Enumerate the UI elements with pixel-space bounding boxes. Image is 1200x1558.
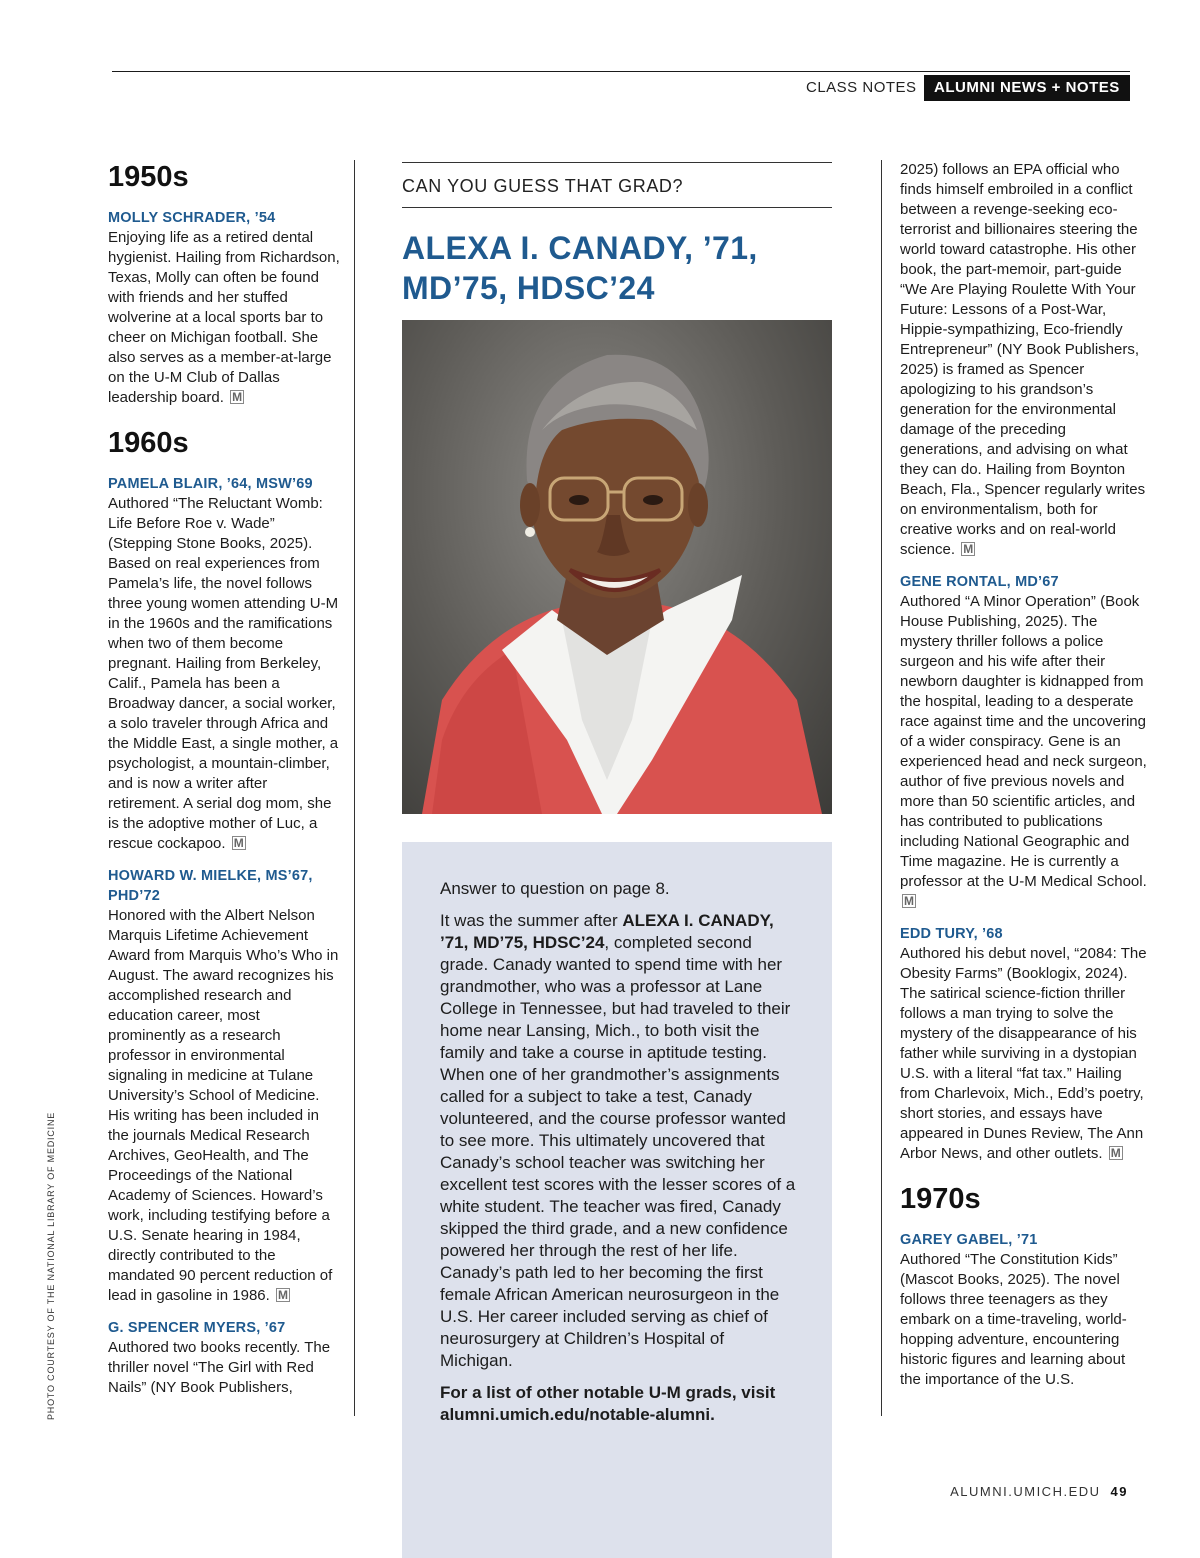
entry-text: Enjoying life as a retired dental hygienist. Hailing from Richardson, Texas, Molly can often be found with friends and her stuffed wolverine at a local sports bar to cheer on Michigan football. She also serves as a member-at-large on the U-M Club of Dallas leadership board. [108, 229, 340, 406]
entry-text: 2025) follows an EPA official who finds himself embroiled in a conflict between a revenge-seeking eco-terrorist and billionaires steering the world toward catastrophe. His other book, the part-memoir, part-guide “We Are Playing Roulette With Your Future: Lessons of a Post-War, Hippie-sympathizing, Eco-friendly Entrepreneur” (NY Book Publishers, 2025) is framed as Spencer apologizing to his grandson’s generation for the environmental damage of the preceding generations, and advising on what they can do. Hailing from Boynton Beach, Fla., Spencer regularly writes on environmentalism, both for creative works and on real-world science. [900, 161, 1146, 558]
block-m-logo-icon: M [963, 542, 974, 556]
entry-name: PAMELA BLAIR, ’64, MSW’69 [108, 476, 313, 492]
left-column [108, 160, 340, 1410]
answer-cta: For a list of other notable U-M grads, visit alumni.umich.edu/notable-alumni. [440, 1383, 776, 1424]
entry-name: GENE RONTAL, MD’67 [900, 574, 1059, 590]
alumni-news-tag: ALUMNI NEWS + NOTES [924, 75, 1130, 101]
entry-myers [108, 1318, 340, 1398]
block-m-logo-icon: M [277, 1288, 288, 1302]
entry-text: Authored “The Constitution Kids” (Mascot Books, 2025). The novel follows three teenagers as they embark on a time-traveling, world-hopping adventure, encountering historic figures and learning about the importance of the U.S. [900, 1251, 1127, 1388]
entry-name: MOLLY SCHRADER, ’54 [108, 210, 276, 226]
answer-text-block [440, 878, 800, 1436]
portrait-illustration [402, 320, 832, 814]
block-m-logo-icon: M [904, 894, 914, 908]
column-divider-right [881, 160, 882, 1416]
entry-text: Authored “The Reluctant Womb: Life Before Roe v. Wade” (Stepping Stone Books, 2025). Based on real experiences from Pamela’s life, the novel follows three young women attending U-M in the 1960s and the ramifications when two of them become pregnant. Hailing from Berkeley, Calif., Pamela has been a Broadway dancer, a social worker, a solo traveler through Africa and the Middle East, a single mother, a psychologist, a mountain-climber, and is now a writer after retirement. A serial dog mom, she is the adoptive mother of Luc, a rescue cockapoo. [108, 495, 339, 852]
kicker-rule-bottom [402, 207, 832, 208]
footer-site-url: ALUMNI.UMICH.EDU [950, 1484, 1101, 1499]
portrait-photo [402, 320, 832, 814]
block-m-logo-icon: M [233, 836, 244, 850]
kicker-rule-top [402, 162, 832, 163]
entry-gabel [900, 1230, 1148, 1390]
right-column [900, 160, 1148, 1402]
headline: ALEXA I. CANADY, ’71, MD’75, HDSC’24 [402, 230, 758, 306]
answer-intro: Answer to question on page 8. [440, 879, 670, 898]
entry-tury [900, 924, 1148, 1164]
entry-name: HOWARD W. MIELKE, MS’67, PHD’72 [108, 868, 313, 904]
decade-heading-1950s: 1950s [108, 161, 189, 193]
entry-text: Authored his debut novel, “2084: The Obesity Farms” (Booklogix, 2024). The satirical science-fiction thriller follows a man trying to solve the mystery of the disappearance of his father while surviving in a dystopian U.S. with a literal “fat tax.” Hailing from Charlevoix, Mich., Edd’s poetry, short stories, and essays have appeared in Dunes Review, The Ann Arbor News, and other outlets. [900, 945, 1147, 1162]
entry-text: Honored with the Albert Nelson Marquis Lifetime Achievement Award from Marquis Who’s Who in August. The award recognizes his accomplished research and education career, most prominently as a research professor in environmental signaling in medicine at Tulane University’s School of Medicine. His writing has been included in the journals Medical Research Archives, GeoHealth, and The Proceedings of the National Academy of Sciences. Howard’s work, including testifying before a U.S. Senate hearing in 1984, directly contributed to the mandated 90 percent reduction of lead in gasoline in 1986. [108, 907, 339, 1304]
block-m-logo-icon: M [232, 390, 243, 404]
entry-text: Authored two books recently. The thriller novel “The Girl with Red Nails” (NY Book Publishers, [108, 1339, 331, 1396]
page-footer [950, 1484, 1128, 1499]
entry-mielke [108, 866, 340, 1306]
entry-blair [108, 474, 340, 854]
kicker: CAN YOU GUESS THAT GRAD? [402, 176, 684, 196]
entry-schrader [108, 208, 340, 408]
answer-paragraph: It was the summer after ALEXA I. CANADY, ’71, MD’75, HDSC’24, completed second grade. Canady wanted to spend time with her grandmother, who was a professor at Lane College in Tennessee, but had traveled to their home near Lansing, Mich., to both visit the family and take a course in aptitude testing. When one of her grandmother’s assignments called for a subject to take a test, Canady volunteered, and the course professor wanted to see more. This ultimately uncovered that Canady’s school teacher was switching her excellent test scores with the lesser scores of a white student. The teacher was fired, Canady skipped the third grade, and a new confidence powered her through the rest of her life. Canady’s path led to her becoming the first female African American neurosurgeon in the U.S. Her career included serving as chief of neurosurgery at Children’s Hospital of Michigan. [440, 911, 796, 1370]
header-rule [112, 71, 1130, 72]
entry-name: EDD TURY, ’68 [900, 926, 1003, 942]
column-divider [354, 160, 355, 1416]
answer-name: ALEXA I. CANADY, ’71, MD’75, HDSC’24 [440, 911, 774, 952]
entry-myers-continued [900, 160, 1148, 560]
photo-credit: PHOTO COURTESY OF THE NATIONAL LIBRARY OF MEDICINE [46, 1111, 56, 1420]
entry-rontal [900, 572, 1148, 912]
block-m-logo-icon: M [1110, 1146, 1121, 1160]
entry-text: Authored “A Minor Operation” (Book House Publishing, 2025). The mystery thriller follows a police surgeon and his wife after their newborn daughter is kidnapped from the hospital, leading to a desperate race against time and the uncovering of a wider conspiracy. Gene is an experienced head and neck surgeon, author of five previous novels and more than 50 scientific articles, and has contributed to publications including National Geographic and Time magazine. He is currently a professor at the U-M Medical School. [900, 593, 1147, 890]
page-number: 49 [1110, 1484, 1128, 1499]
decade-heading-1960s: 1960s [108, 427, 189, 459]
decade-heading-1970s: 1970s [900, 1183, 981, 1215]
entry-name: G. SPENCER MYERS, ’67 [108, 1320, 286, 1336]
entry-name: GAREY GABEL, ’71 [900, 1232, 1038, 1248]
class-notes-label: CLASS NOTES [806, 79, 917, 96]
